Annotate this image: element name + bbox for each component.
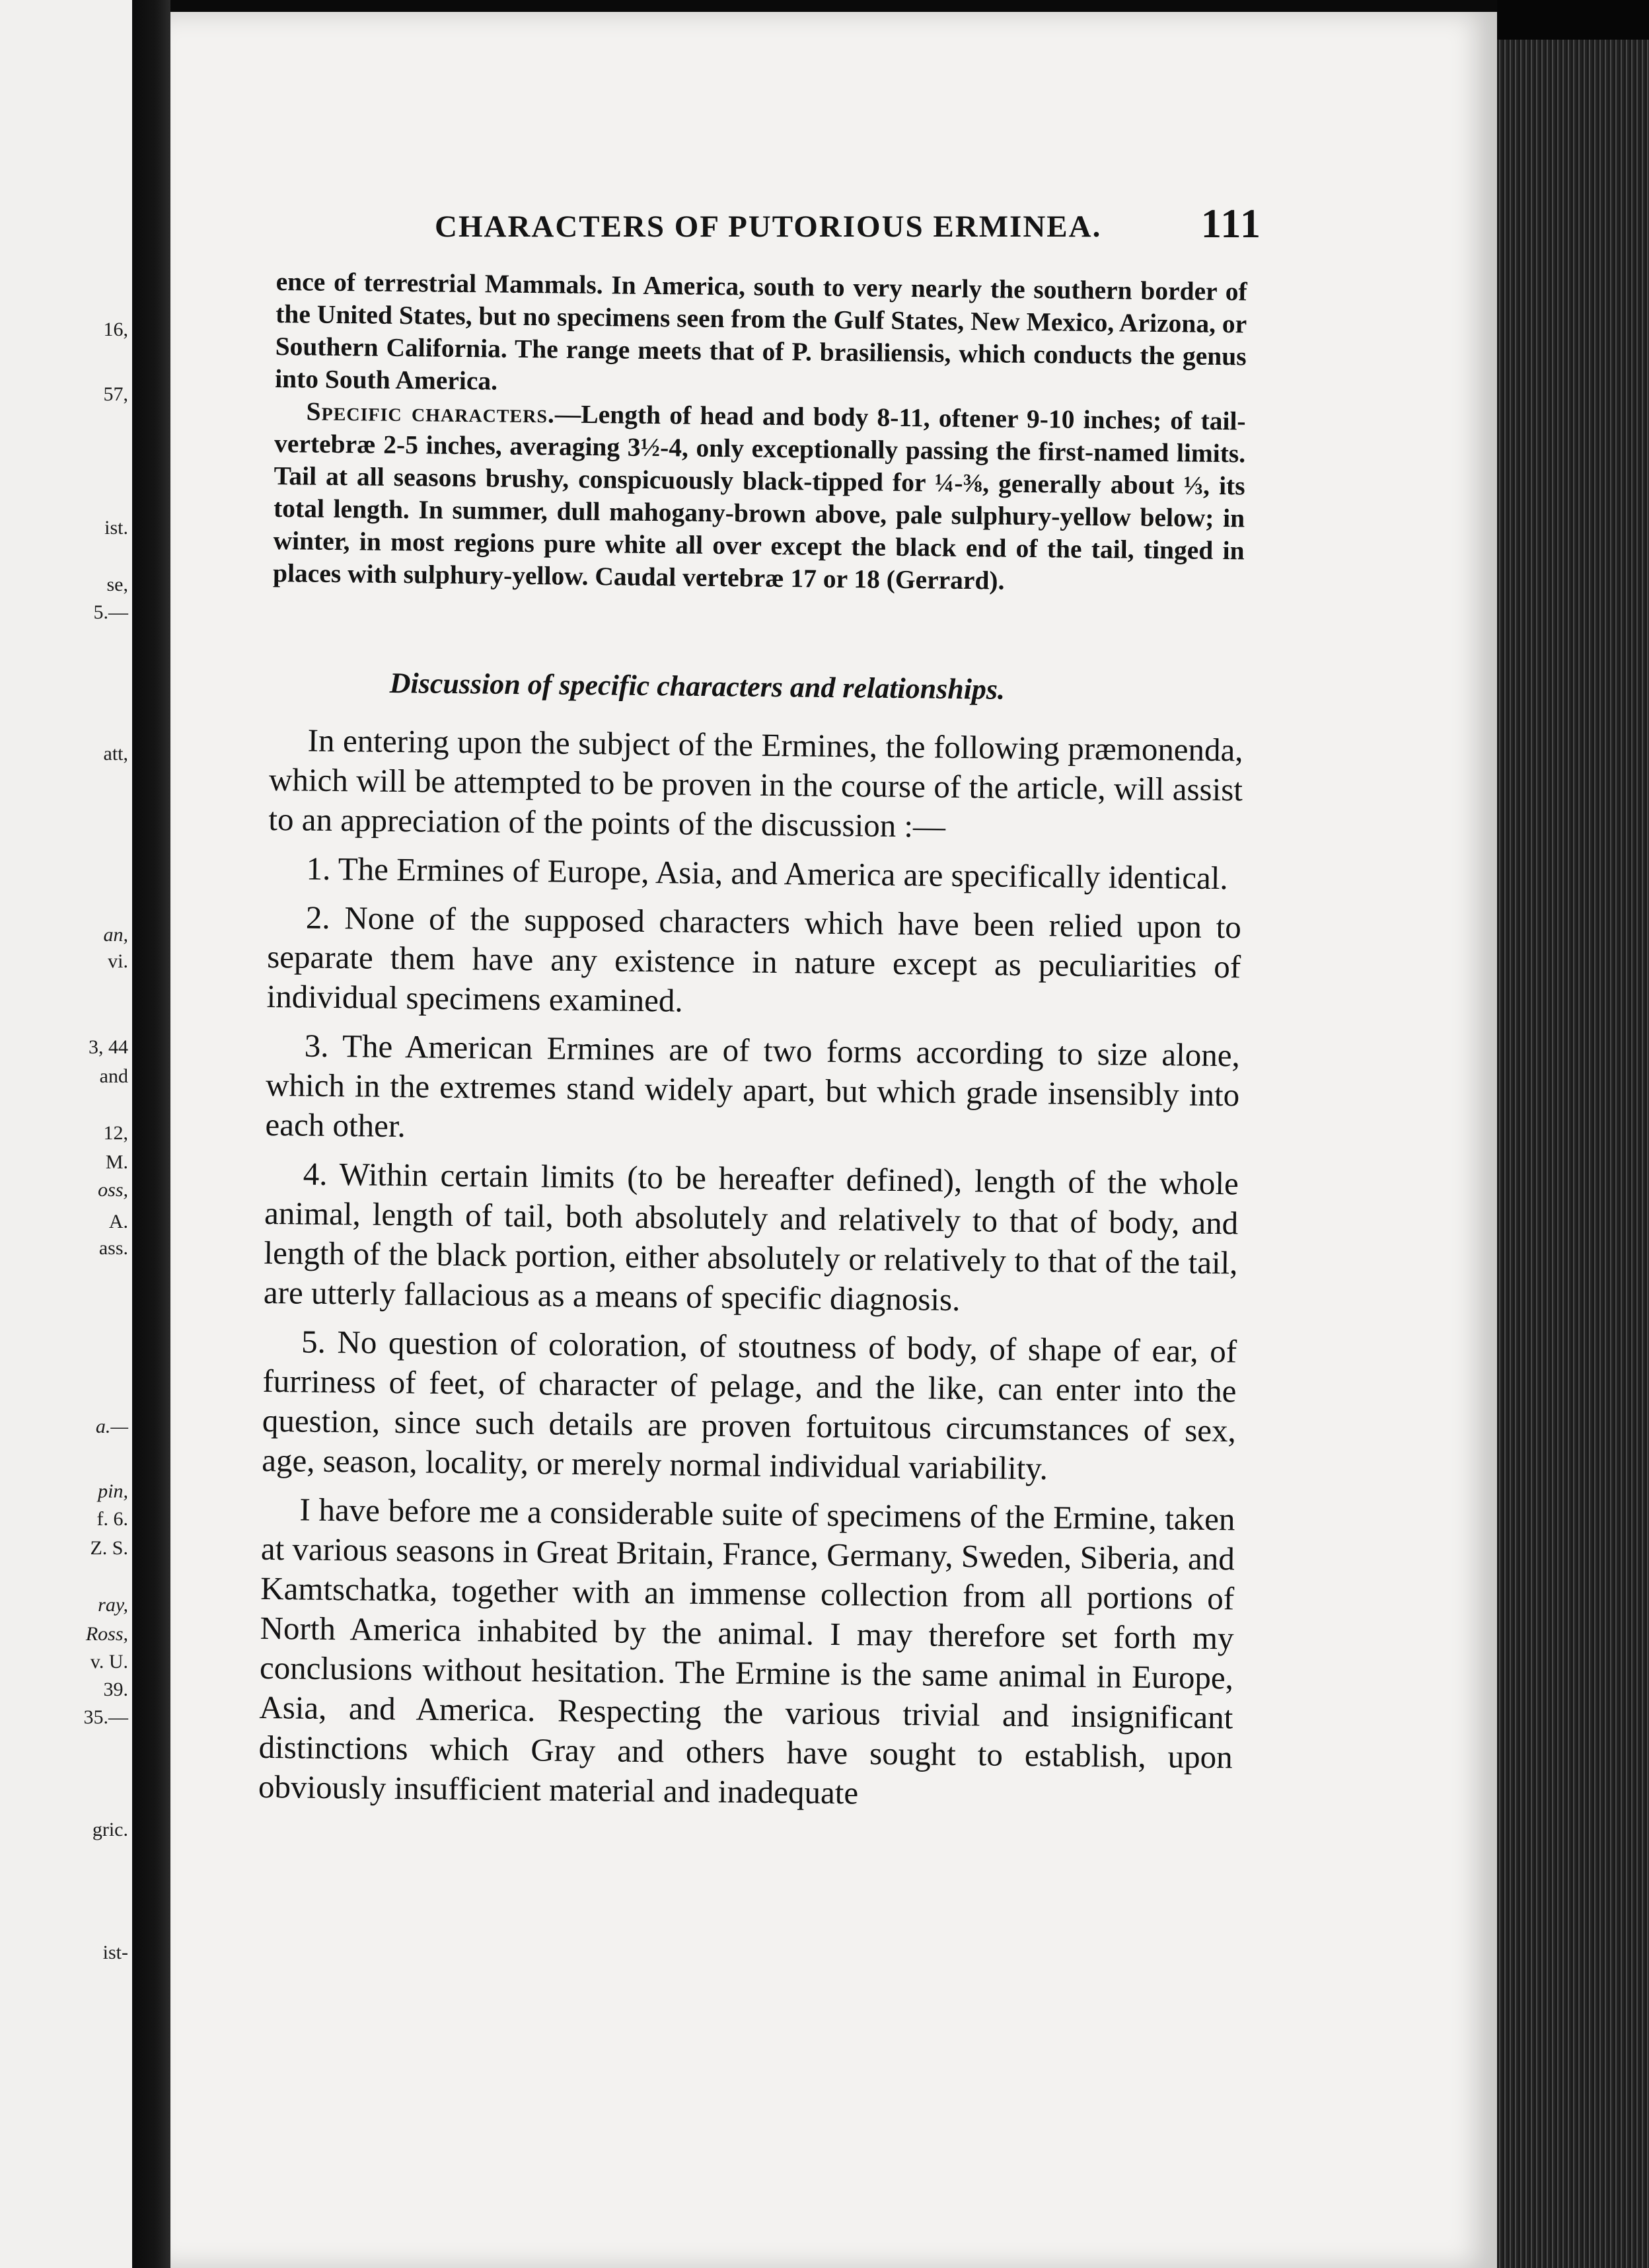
- premonenda-point: 4. Within certain limits (to be hereafter defined), length of the whole animal, length of tail, both absolutely and relatively to that of body, and length of the black portion, either absolutely or relatively to that of the tail, are utterly fallacious as a means of specific diagnosis.: [263, 1155, 1239, 1318]
- margin-fragment: 35.—: [83, 1706, 128, 1728]
- distribution-continuation: ence of terrestrial Mammals. In America, south to very nearly the southern border of the United States, but no specimens seen from the Gulf States, New Mexico, Arizona, or Southern California. The range meets that of P. brasiliensis, which conducts the genus into South America.: [274, 266, 1247, 396]
- margin-fragment: pin,: [98, 1480, 128, 1502]
- section-heading: Discussion of specific characters and relationships.: [389, 666, 1006, 706]
- margin-fragment: f. 6.: [96, 1508, 128, 1530]
- margin-fragment: 3, 44: [89, 1036, 128, 1058]
- margin-fragment: A.: [108, 1211, 128, 1232]
- running-title: CHARACTERS OF PUTORIOUS ERMINEA.: [435, 209, 1102, 244]
- margin-fragment: a.—: [95, 1416, 128, 1437]
- margin-fragment: Ross,: [85, 1623, 128, 1645]
- closing-paragraph: I have before me a considerable suite of specimens of the Ermine, taken at various seasons in Great Britain, France, Germany, Sweden, Siberia, and Kamtschatka, together with an immense collection from all portions of North America inhabited by the animal. I may therefore set forth my conclusions without hesitation. The Ermine is the same animal in Europe, Asia, and America. Respecting the various trivial and insignificant distinctions which Gray and others have sought to establish, upon obviously insufficient material and inadequate: [258, 1491, 1235, 1811]
- page-edges-top: [1497, 0, 1649, 40]
- margin-fragment: gric.: [92, 1819, 128, 1840]
- specific-characters-paragraph: [273, 395, 1246, 599]
- margin-fragment: an,: [103, 924, 128, 946]
- margin-fragment: 5.—: [93, 601, 128, 623]
- margin-fragment: 39.: [103, 1679, 128, 1700]
- margin-fragment: 57,: [103, 383, 128, 405]
- margin-fragment: se,: [106, 574, 128, 595]
- margin-fragment: ist-: [102, 1942, 128, 1963]
- book-gutter: [132, 0, 170, 2268]
- premonenda-point: 5. No question of coloration, of stoutness of body, of shape of ear, of furriness of feet, of character of pelage, and the like, can enter into the question, since such details are proven fortuitous circumstances of sex, age, season, locality, or merely normal individual variability.: [261, 1323, 1237, 1487]
- intro-paragraph: In entering upon the subject of the Ermines, the following præmonenda, which will be attempted to be proven in the course of the article, will assist to an appreciation of the points of the discussion :—: [268, 722, 1243, 845]
- specific-characters-text: —Length of head and body 8-11, oftener 9-10 inches; of tail-vertebræ 2-5 inches, averaging 3½-4, only exceptionally passing the first-named limits. Tail at all seasons brushy, conspicuously black-tipped for ¼-⅜, generally about ⅓, its total length. In summer, dull mahogany-brown above, pale sulphury-yellow below; in winter, in most regions pure white all over except the black end of the tail, tinged in places with sulphury-yellow. Caudal vertebræ 17 or 18 (Gerrard).: [272, 399, 1246, 595]
- margin-fragment: oss,: [98, 1179, 128, 1201]
- margin-fragment: 12,: [103, 1122, 128, 1144]
- margin-fragment: vi.: [108, 950, 128, 972]
- top-dark-strip: [0, 0, 1649, 12]
- premonenda-point: 2. None of the supposed characters which have been relied upon to separate them have any existence in nature except as peculiarities of individual specimens examined.: [266, 899, 1242, 1019]
- margin-fragment: v. U.: [90, 1651, 128, 1673]
- small-print-block: [273, 266, 1247, 599]
- premonenda-point: 1. The Ermines of Europe, Asia, and America are specifically identical.: [306, 850, 1228, 897]
- specific-characters-label: Specific characters.: [306, 397, 556, 429]
- margin-fragment: M.: [105, 1151, 128, 1173]
- margin-fragment: ist.: [104, 517, 128, 539]
- page-number: 111: [1200, 202, 1262, 246]
- margin-fragment: att,: [103, 743, 128, 765]
- margin-fragment: ass.: [98, 1237, 128, 1259]
- margin-fragment: and: [99, 1065, 128, 1087]
- running-head: [264, 202, 1262, 246]
- margin-fragment: 16,: [103, 319, 128, 340]
- left-facing-page: [0, 0, 132, 2268]
- page-edges-stack: [1497, 40, 1649, 2268]
- margin-fragment: ray,: [98, 1594, 128, 1616]
- main-body-text: [258, 720, 1243, 1826]
- premonenda-point: 3. The American Ermines are of two forms according to size alone, which in the extremes stand widely apart, but which grade insensibly into each other.: [265, 1027, 1241, 1145]
- margin-fragment: Z. S.: [90, 1537, 128, 1559]
